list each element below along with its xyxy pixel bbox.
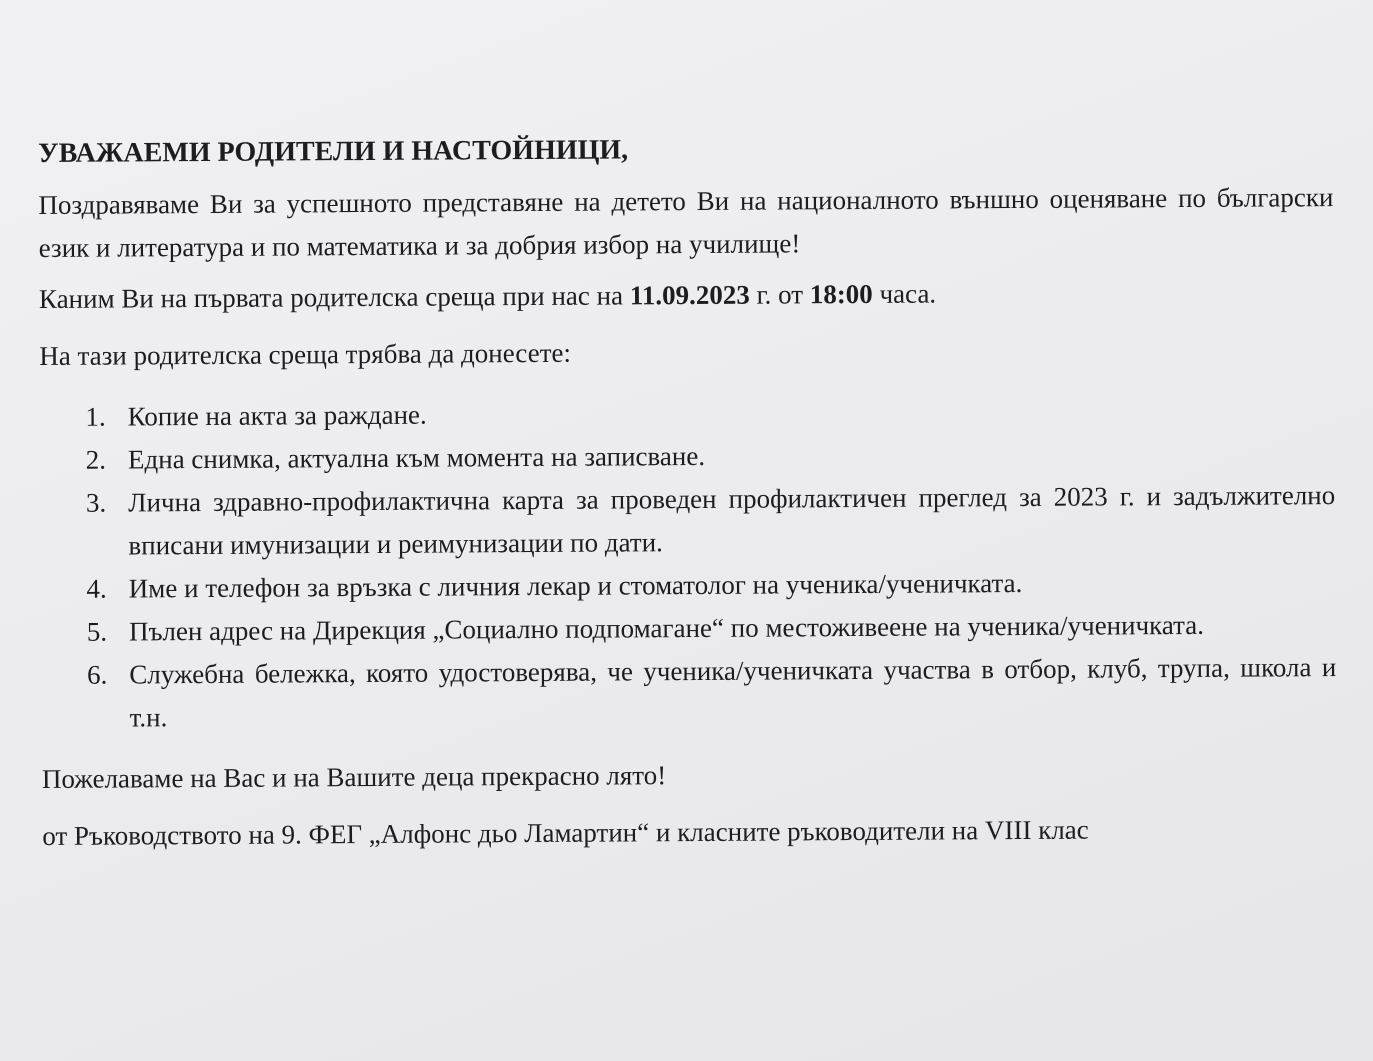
list-item-number: 1. <box>85 401 106 432</box>
list-item-text: Служебна бележка, която удостоверява, че ученика/ученичката участва в отбор, клуб, трупа, школа и т.н. <box>129 652 1337 733</box>
requirements-list <box>40 388 1337 740</box>
list-item-text: Копие на акта за раждане. <box>127 399 427 432</box>
closing-wish: Пожелаваме на Вас и на Вашите деца прекрасно лято! <box>41 760 667 794</box>
list-item-text: Пълен адрес на Дирекция „Социално подпомагане“ по местоживеене на ученика/ученичката. <box>128 609 1205 647</box>
list-item-number: 6. <box>86 659 108 690</box>
list-item <box>41 646 1337 740</box>
invite-text-middle: г. от <box>749 279 810 310</box>
meeting-date: 11.09.2023 <box>629 279 750 311</box>
list-item-number: 4. <box>86 573 107 604</box>
list-item-number: 2. <box>85 444 107 475</box>
meeting-time: 18:00 <box>809 278 873 310</box>
list-item-number: 3. <box>85 487 107 518</box>
list-item-number: 5. <box>86 616 108 647</box>
bring-list-intro: На тази родителска среща трябва да донесете: <box>39 337 572 371</box>
invite-text-start: Каним Ви на първата родителска среща при нас на <box>38 280 630 314</box>
signature-line: от Ръководството на 9. ФЕГ „Алфонс дьо Ламартин“ и класните ръководители на VIII клас <box>42 814 1089 851</box>
letter-greeting: УВАЖАЕМИ РОДИТЕЛИ И НАСТОЙНИЦИ, <box>38 134 629 169</box>
letter-body <box>38 130 1337 858</box>
intro-paragraph: Поздравяваме Ви за успешното представяне на детето Ви на националното външно оценяване по български език и литература и по математика и за добрия избор на училище! <box>38 182 1334 263</box>
list-item <box>40 474 1336 568</box>
invite-text-end: часа. <box>872 278 937 309</box>
list-item-text: Име и телефон за връзка с личния лекар и стоматолог на ученика/ученичката. <box>128 567 1023 604</box>
invitation-paragraph <box>39 270 1334 321</box>
list-item-text: Една снимка, актуална към момента на записване. <box>127 440 706 475</box>
list-item-text: Лична здравно-профилактична карта за проведен профилактичен преглед за 2023 г. и задължително вписани имунизации и реимунизации по дати. <box>128 480 1336 561</box>
